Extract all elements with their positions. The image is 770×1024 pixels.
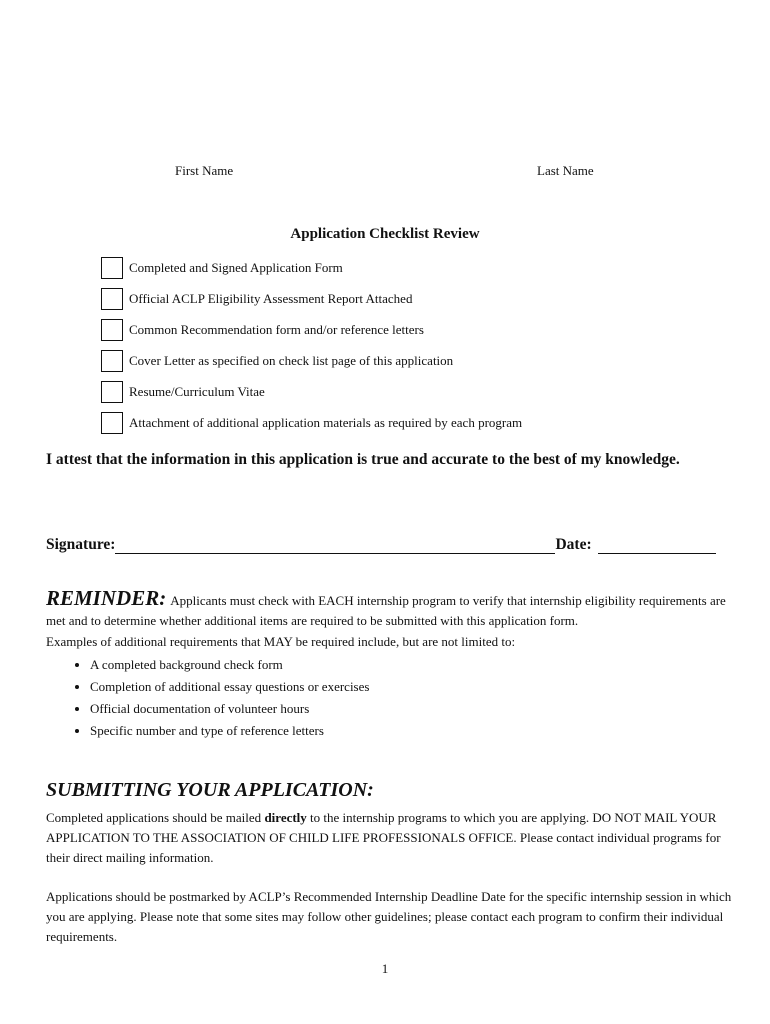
list-item: • Completion of additional essay questions or exercises	[90, 676, 736, 698]
checklist-item[interactable]	[101, 256, 343, 280]
para1-before: Completed applications should be mailed	[46, 810, 265, 825]
list-item: • Specific number and type of reference letters	[90, 720, 736, 742]
checkbox[interactable]	[101, 381, 123, 403]
reminder-text: Applicants must check with EACH internship program to verify that internship eligibility requirements are met and to determine whether additional items are required to be submitted with this application form.	[46, 593, 726, 628]
list-item: • A completed background check form	[90, 654, 736, 676]
checkbox[interactable]	[101, 412, 123, 434]
checklist-item[interactable]	[101, 411, 522, 435]
attestation-statement: I attest that the information in this application is true and accurate to the best of my knowledge.	[46, 451, 680, 468]
reminder-paragraph	[46, 588, 736, 631]
checklist-item[interactable]	[101, 318, 424, 342]
checklist-item[interactable]	[101, 287, 412, 311]
checklist-item-label: Official ACLP Eligibility Assessment Report Attached	[129, 291, 413, 306]
para1-bold: directly	[264, 810, 307, 825]
reminder-section	[46, 588, 736, 742]
signature-line	[46, 536, 736, 554]
last-name-label: Last Name	[537, 163, 594, 178]
page-number: 1	[381, 961, 389, 976]
checklist-item-label: Resume/Curriculum Vitae	[129, 384, 265, 399]
date-field[interactable]	[598, 537, 716, 554]
checkbox[interactable]	[101, 288, 123, 310]
checklist-item-label: Completed and Signed Application Form	[129, 260, 343, 275]
checkbox[interactable]	[101, 319, 123, 341]
first-name-label: First Name	[175, 163, 234, 178]
requirements-list	[46, 654, 736, 742]
checkbox[interactable]	[101, 257, 123, 279]
list-item: • Official documentation of volunteer hours	[90, 698, 736, 720]
checklist-item-label: Common Recommendation form and/or reference letters	[129, 322, 424, 337]
para1-after: to the internship programs to which you are applying. DO NOT MAIL YOUR APPLICATION TO THE ASSOCIATION OF CHILD LIFE PROFESSIONALS OFFICE. Please contact individual programs for their direct mailing information.	[46, 810, 721, 865]
submitting-paragraph-1	[46, 808, 736, 868]
submitting-heading: SUBMITTING YOUR APPLICATION:	[46, 779, 374, 801]
signature-label: Signature:	[46, 536, 116, 553]
checklist-item-label: Cover Letter as specified on check list page of this application	[129, 353, 454, 368]
checklist-item-label: Attachment of additional application materials as required by each program	[129, 415, 523, 430]
signature-field[interactable]	[115, 537, 555, 554]
examples-intro: Examples of additional requirements that MAY be required include, but are not limited to:	[46, 634, 516, 649]
date-label: Date:	[555, 536, 592, 553]
checklist-item[interactable]	[101, 380, 265, 404]
submitting-paragraph-2: Applications should be postmarked by ACLP’s Recommended Internship Deadline Date for the specific internship session in which you are applying. Please note that some sites may follow other guidelines; please contact each program to confirm their individual requirements.	[46, 889, 732, 944]
checklist-item[interactable]	[101, 349, 453, 373]
checklist-title: Application Checklist Review	[290, 226, 480, 242]
checkbox[interactable]	[101, 350, 123, 372]
reminder-heading: REMINDER:	[46, 586, 167, 610]
